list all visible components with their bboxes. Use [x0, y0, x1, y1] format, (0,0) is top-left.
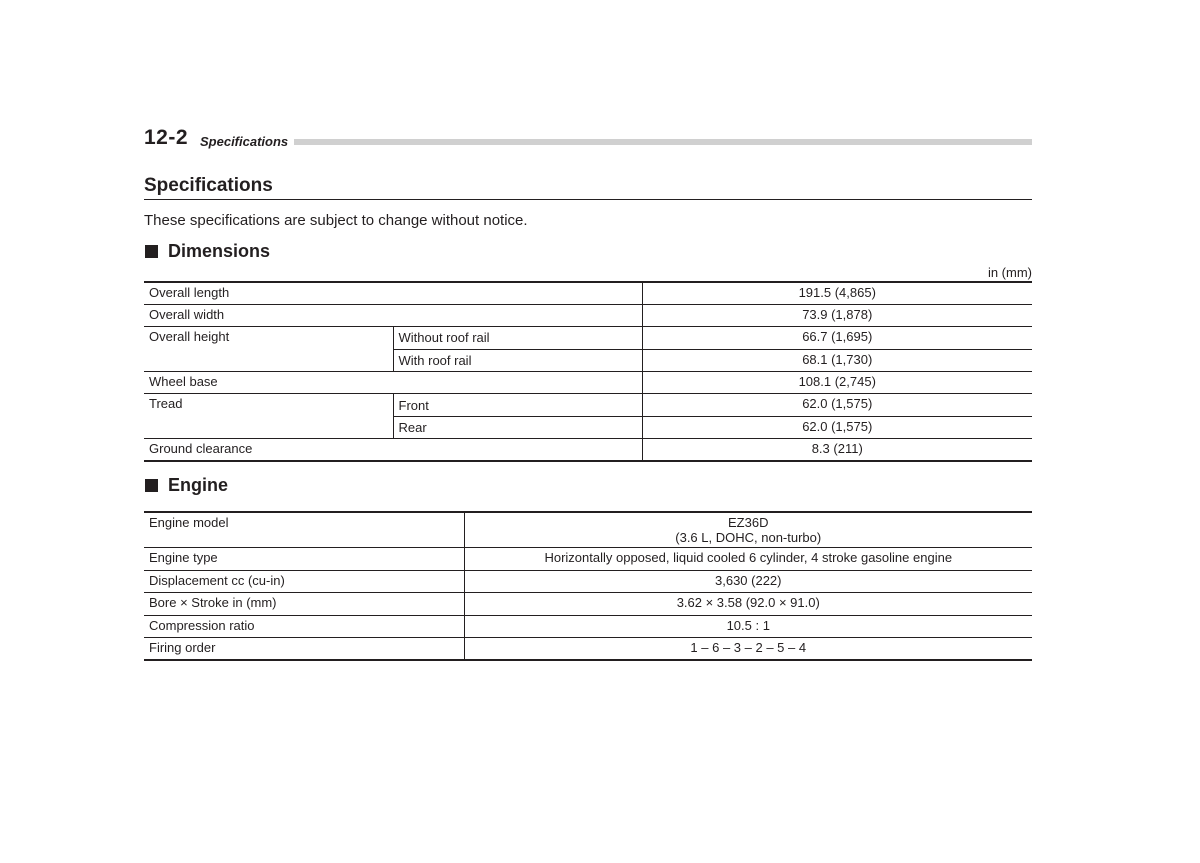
row-value: 73.9 (1,878) [642, 304, 1032, 326]
row-label: Firing order [144, 638, 464, 661]
row-label: Displacement cc (cu-in) [144, 570, 464, 593]
row-label: Overall length [144, 282, 642, 304]
table-row [144, 638, 1032, 661]
row-value: 66.7 (1,695) [642, 327, 1032, 349]
row-value: 3,630 (222) [464, 570, 1032, 593]
section-title: Specifications [144, 175, 273, 196]
page-number: 12-2 [144, 126, 189, 149]
row-value: 191.5 (4,865) [642, 282, 1032, 304]
table-row [144, 615, 1032, 638]
square-bullet-icon [145, 479, 158, 492]
row-label: Overall height [144, 327, 393, 372]
engine-model-detail: (3.6 L, DOHC, non-turbo) [675, 530, 822, 545]
engine-title: Engine [168, 475, 229, 495]
engine-table [144, 511, 1032, 661]
dimensions-heading [145, 241, 270, 262]
table-row [144, 282, 1032, 304]
dimensions-title: Dimensions [168, 241, 271, 261]
row-value: 68.1 (1,730) [642, 349, 1032, 371]
header-bar [294, 139, 1032, 145]
header-title: Specifications [200, 134, 289, 149]
row-label: Compression ratio [144, 615, 464, 638]
page-header [144, 124, 1032, 154]
table-row [144, 394, 1032, 416]
row-label: Bore × Stroke in (mm) [144, 593, 464, 616]
table-row [144, 304, 1032, 326]
row-sublabel: With roof rail [393, 349, 642, 371]
row-value: 10.5 : 1 [464, 615, 1032, 638]
row-value: 108.1 (2,745) [642, 372, 1032, 394]
row-value: 8.3 (211) [642, 439, 1032, 461]
engine-heading [145, 475, 228, 496]
row-value: 1 – 6 – 3 – 2 – 5 – 4 [464, 638, 1032, 661]
row-label: Tread [144, 394, 393, 439]
engine-model-code: EZ36D [728, 515, 769, 530]
table-row [144, 327, 1032, 349]
row-value: Horizontally opposed, liquid cooled 6 cylinder, 4 stroke gasoline engine [464, 548, 1032, 571]
square-bullet-icon [145, 245, 158, 258]
dimensions-table [144, 281, 1032, 462]
row-value: 62.0 (1,575) [642, 394, 1032, 416]
row-sublabel: Rear [393, 416, 642, 438]
table-row [144, 570, 1032, 593]
units-label: in (mm) [987, 265, 1032, 280]
section-rule [144, 199, 1032, 200]
row-sublabel: Without roof rail [393, 327, 642, 349]
row-label: Engine model [144, 512, 464, 548]
table-row [144, 593, 1032, 616]
row-value: 3.62 × 3.58 (92.0 × 91.0) [464, 593, 1032, 616]
row-value [464, 512, 1032, 548]
table-row [144, 439, 1032, 461]
row-label: Wheel base [144, 372, 642, 394]
row-value: 62.0 (1,575) [642, 416, 1032, 438]
table-row [144, 372, 1032, 394]
intro-text: These specifications are subject to change without notice. [144, 212, 528, 229]
row-label: Ground clearance [144, 439, 642, 461]
row-label: Overall width [144, 304, 642, 326]
table-row [144, 548, 1032, 571]
row-sublabel: Front [393, 394, 642, 416]
table-row [144, 512, 1032, 548]
row-label: Engine type [144, 548, 464, 571]
